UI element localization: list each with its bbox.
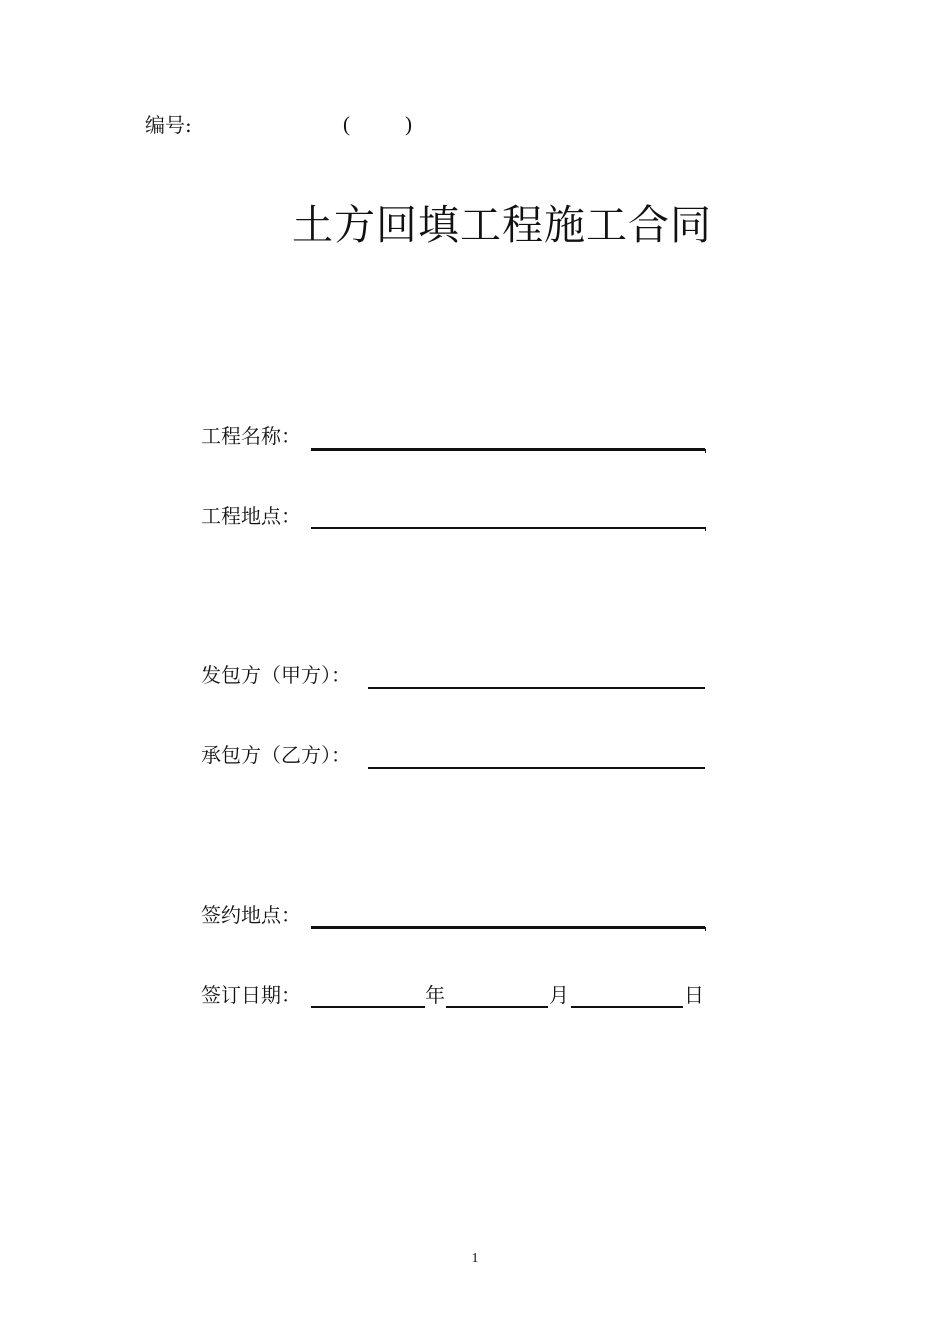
project-location-label: 工程地点： [201,504,301,528]
signing-day-field[interactable] [571,1006,683,1008]
serial-paren-close: ) [405,112,412,136]
party-a-label: 发包方（甲方）： [201,663,351,687]
signing-year-field[interactable] [311,1006,425,1008]
project-name-label: 工程名称： [201,424,301,448]
project-location-field[interactable] [311,527,705,529]
party-a-field[interactable] [368,687,705,689]
serial-paren-open: ( [343,112,350,136]
project-name-field[interactable] [311,448,705,451]
signing-month-field[interactable] [446,1006,548,1008]
signing-place-field-end [705,927,706,931]
project-location-field-end [705,527,706,531]
signing-place-label: 签约地点： [201,903,301,927]
page-title: 土方回填工程施工合同 [292,201,712,249]
serial-number-label: 编号: [145,113,192,137]
signing-date-label: 签订日期： [201,983,301,1007]
signing-place-field[interactable] [311,926,705,929]
month-label: 月 [549,983,569,1007]
party-b-label: 承包方（乙方）： [201,743,351,767]
project-name-field-end [705,449,706,453]
day-label: 日 [684,983,704,1007]
party-b-field[interactable] [368,767,705,769]
page-number: 1 [471,1251,479,1266]
year-label: 年 [425,983,445,1007]
